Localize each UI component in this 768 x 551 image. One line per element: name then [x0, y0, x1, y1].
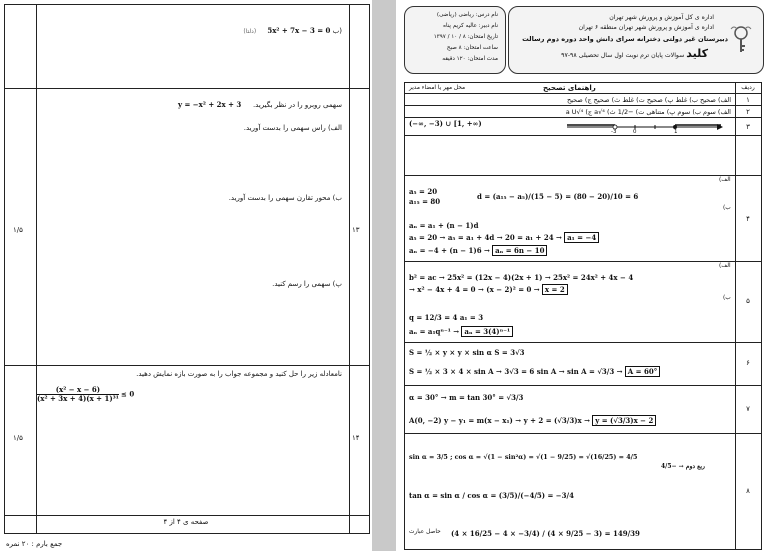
row6-l2: S = ½ × 3 × 4 × sin A → 3√3 = 6 sin A → sin A = √3/3 → [409, 367, 623, 376]
row7-l1: α = 30° → m = tan 30° = √3/3 [409, 393, 524, 402]
row7-l2-line [409, 416, 656, 425]
row7-l2-box: y = (√3/3)x − 2 [592, 415, 656, 426]
row4-l3: d = (a₁₅ − a₅)/(15 − 5) = (80 − 20)/10 = 6 [477, 192, 639, 201]
row3-tick1: -3 [611, 129, 617, 135]
row5-l2: → x² − 4x + 4 = 0 → (x − 2)² = 0 → [409, 285, 540, 294]
row4-a-label: الف) [719, 177, 731, 183]
col-guide: راهنمای تصحیح [543, 84, 596, 92]
row7-number: ۷ [746, 405, 750, 413]
row5-a-label: الف) [719, 263, 731, 269]
q13-equation: y = −x² + 2x + 3 [178, 100, 242, 109]
row4-l6-line [409, 246, 547, 255]
col-row-number: ردیف [741, 84, 755, 91]
page-footer: صفحه ی ۴ از ۴ [163, 518, 209, 526]
row2-answers: الف) سوم ب) سوم پ) متناهی ت) −1/2 ث) ⁴√a ج) ⁴√a U [565, 108, 731, 116]
header-line1: اداره ی کل آموزش و پرورش شهر تهران [609, 14, 714, 21]
row4-l5: a₅ = 20 → a₅ = a₁ + 4d → 20 = a₁ + 24 → [409, 233, 562, 242]
row4-b-label: ب) [723, 205, 731, 211]
row6-l2-line [409, 367, 660, 376]
row8-number: ۸ [746, 487, 750, 495]
row2-number: ۲ [746, 108, 750, 116]
left-page [0, 0, 372, 551]
row4-l1: a₅ = 20 [409, 187, 438, 196]
row5-b-label: ب) [723, 295, 731, 301]
q14-numerator: (x² − x − 6) [37, 386, 119, 395]
header-line3: دبیرستان غیر دولتی دخترانه سرای دانش واحد دوره دوم رسالت [522, 35, 728, 43]
q14-number: ۱۴ [352, 434, 360, 442]
right-page [396, 0, 768, 551]
row4-l5-line [409, 233, 599, 242]
row4-l6: aₙ = −4 + (n − 1)6 → [409, 246, 490, 255]
answer-key-table [404, 82, 762, 550]
header-line2: اداره ی آموزش و پرورش شهر تهران منطقه ۶ تهران [578, 24, 714, 31]
col-signature: محل مهر یا امضاء مدیر [409, 85, 466, 91]
q14-relation: ≤ 0 [121, 389, 135, 399]
row1-number: ۱ [746, 96, 750, 104]
row8-l3: (4 × 16/25 − 4 × −3/4) / (4 × 9/25 − 3) = 149/39 [451, 529, 640, 538]
q12-b-label: ب) [332, 27, 342, 35]
row6-l2-box: A = 60° [625, 366, 660, 377]
row5-l4-box: aₙ = 3(4)ⁿ⁻¹ [461, 326, 513, 337]
info-date: تاریخ امتحان: ۸ / ۱۰ / ۱۳۹۷ [433, 34, 498, 40]
row6-number: ۶ [746, 359, 750, 367]
row8-l1: sin α = 3/5 ; cos α = √(1 − sin²α) = √(1 − 9/25) = √(16/25) = 4/5 [409, 453, 638, 461]
row4-l4: aₙ = a₁ + (n − 1)d [409, 221, 479, 230]
row4-l5-box: a₁ = −4 [564, 232, 599, 243]
row5-l4-line [409, 327, 513, 336]
row4-number: ۴ [746, 215, 750, 223]
row4-l2: a₁₅ = 80 [409, 197, 441, 206]
row7-l2: A(0, −2) y − y₁ = m(x − x₁) → y + 2 = (√3/3)x → [409, 416, 590, 425]
q14-denominator: (x² + 3x + 4)(x + 1)³¹ [37, 394, 119, 403]
row6-l1: S = ½ × y × y × sin α S = 3√3 [409, 348, 525, 357]
q14-text: نامعادله زیر را حل کنید و مجموعه جواب را به صورت بازه نمایش دهید. [136, 370, 342, 378]
q14-score: ۱/۵ [13, 434, 23, 442]
q13-score: ۱/۵ [13, 226, 23, 234]
q13-number: ۱۳ [352, 226, 360, 234]
header-line4-text: سوالات پایان ترم نوبت اول سال تحصیلی ۹۸-۹۷ [561, 52, 685, 59]
q14-inequality [37, 386, 134, 403]
q13-part-b: ب) محور تقارن سهمی را بدست آورید. [228, 194, 342, 202]
header-line4 [561, 47, 708, 60]
total-score: جمع بارم : ۲۰ نمره [6, 540, 63, 548]
q12-b-note: (دلتا) [243, 28, 257, 35]
row3-tick2: 0 [633, 129, 637, 135]
q12-b-line [243, 26, 342, 35]
info-teacher: نام دبیر: عالیه کریم پناه [443, 23, 498, 29]
row3-number: ۳ [746, 123, 750, 131]
row8-l1-tail: ربع دوم → −4/5 [661, 463, 705, 470]
row3-tick3: 1 [674, 129, 678, 135]
row5-l3: q = 12/3 = 4 a₁ = 3 [409, 313, 484, 322]
info-time: ساعت امتحان: ۸ صبح [446, 45, 498, 51]
q13-intro: سهمی روبرو را در نظر بگیرید. [252, 101, 342, 109]
info-subject: نام درس: ریاضی (ریاضی) [436, 12, 498, 18]
q12-b-expr: 5x² + 7x − 3 = 0 [267, 26, 331, 35]
header-key-word: کلید [686, 47, 708, 60]
info-duration: مدت امتحان: ۱۲۰ دقیقه [442, 56, 498, 62]
row5-l4: aₙ = a₁qⁿ⁻¹ → [409, 327, 460, 336]
row5-number: ۵ [746, 297, 750, 305]
row3-number-line [565, 121, 725, 135]
row1-answers: الف) صحیح ب) غلط پ) صحیح ت) غلط ث) صحیح ج) صحیح [566, 96, 731, 104]
row4-l6-box: aₙ = 6n − 10 [492, 245, 547, 256]
row5-l1: b² = ac → 25x² = (12x − 4)(2x + 1) → 25x² = 24x² + 4x − 4 [409, 273, 634, 282]
row5-l2-box: x = 2 [542, 284, 568, 295]
school-logo-icon [728, 24, 754, 54]
row8-l3-label: حاصل عبارت [409, 529, 441, 535]
left-page-frame [4, 4, 370, 534]
row3-answer: (−∞, −3) ∪ [1, +∞) [409, 119, 482, 128]
row8-l2: tan α = sin α / cos α = (3/5)/(−4/5) = −3/4 [409, 491, 574, 500]
q13-part-c: پ) سهمی را رسم کنید. [272, 280, 342, 288]
q13-part-a: الف) راس سهمی را بدست آورید. [243, 124, 342, 132]
row5-l2-line [409, 285, 568, 294]
